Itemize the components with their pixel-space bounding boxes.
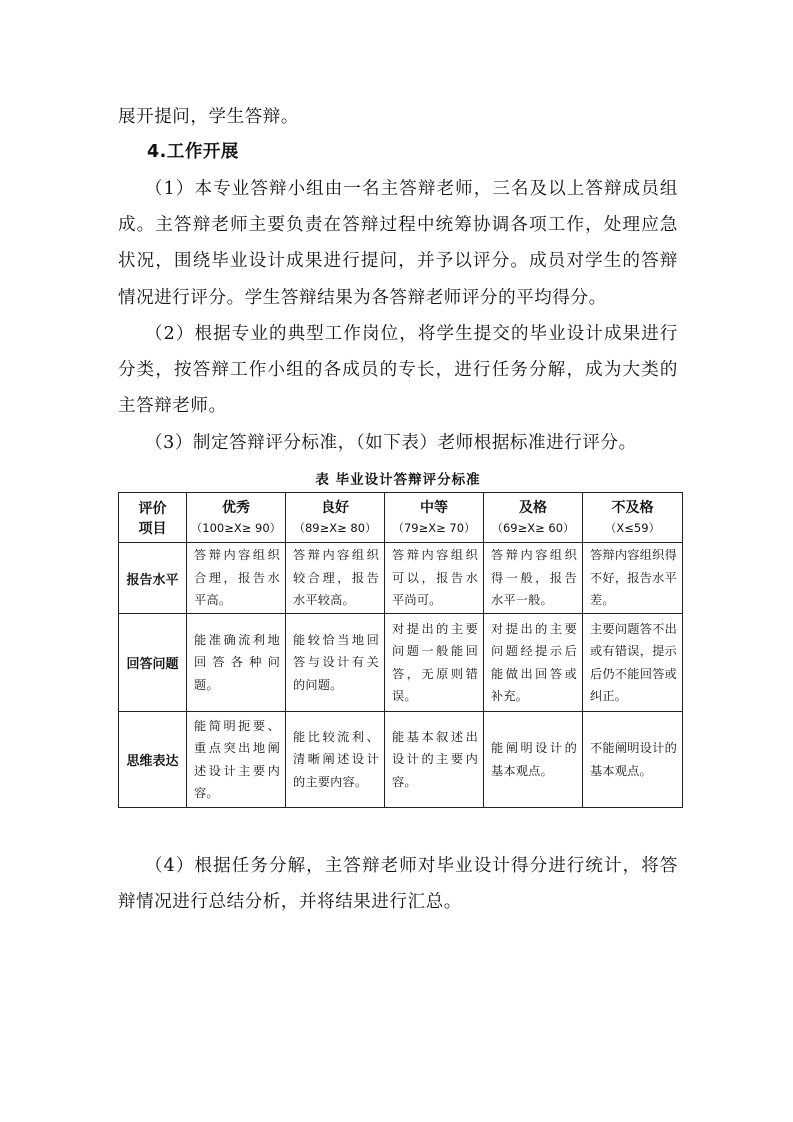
paragraph-3: （3）制定答辩评分标准，（如下表）老师根据标准进行评分。 [145, 433, 637, 453]
corner-label-line2: 项目 [138, 521, 167, 537]
column-label: 优秀 [222, 500, 250, 516]
table-cell: 答辩内容组织较合理，报告水平较高。 [286, 543, 385, 614]
header-cell-good [286, 493, 385, 543]
table-cell: 对提出的主要问题一般能回答，无原则错误。 [385, 614, 484, 712]
table-row-report-level [119, 543, 683, 614]
column-range: （89≥X≥ 80） [293, 521, 377, 535]
table-row-thinking-expression [119, 712, 683, 808]
grading-standards-table [118, 492, 683, 808]
corner-label-line1: 评价 [138, 501, 167, 517]
paragraph-2: （2）根据专业的典型工作岗位，将学生提交的毕业设计成果进行分类，按答辩工作小组的各成员的专长，进行任务分解，成为大类的主答辩老师。 [118, 324, 678, 417]
header-cell-pass [484, 493, 583, 543]
column-label: 中等 [420, 500, 448, 516]
row-label: 思维表达 [119, 712, 187, 808]
column-range: （100≥X≥ 90） [190, 521, 282, 535]
column-range: （69≥X≥ 60） [491, 521, 575, 535]
header-cell-fail [583, 493, 683, 543]
section-heading: 4.工作开展 [147, 142, 239, 162]
row-label: 回答问题 [119, 614, 187, 712]
table-cell: 答辩内容组织得一般，报告水平一般。 [484, 543, 583, 614]
table-cell: 对提出的主要问题经提示后能做出回答或补充。 [484, 614, 583, 712]
header-cell-excellent [187, 493, 286, 543]
table-cell: 能较恰当地回答与设计有关的问题。 [286, 614, 385, 712]
table-header-row [119, 493, 683, 543]
paragraph-1: （1）本专业答辩小组由一名主答辩老师，三名及以上答辩成员组成。主答辩老师主要负责在答辩过程中统筹协调各项工作，处理应急状况，围绕毕业设计成果进行提问，并予以评分。成员对学生的答辩情况进行评分。学生答辩结果为各答辩老师评分的平均得分。 [118, 179, 678, 308]
header-cell-average [385, 493, 484, 543]
table-cell: 能比较流利、清晰阐述设计的主要内容。 [286, 712, 385, 808]
column-label: 不及格 [611, 500, 654, 516]
table-cell: 能基本叙述出设计的主要内容。 [385, 712, 484, 808]
column-range: （79≥X≥ 70） [392, 521, 476, 535]
header-corner-cell [119, 493, 187, 543]
table-cell: 主要问题答不出或有错误，提示后仍不能回答或纠正。 [583, 614, 683, 712]
table-cell: 能简明扼要、重点突出地阐述设计主要内容。 [187, 712, 286, 808]
table-cell: 答辩内容组织合理，报告水平高。 [187, 543, 286, 614]
table-cell: 能阐明设计的基本观点。 [484, 712, 583, 808]
paragraph-4: （4）根据任务分解，主答辩老师对毕业设计得分进行统计，将答辩情况进行总结分析，并将结果进行汇总。 [118, 856, 678, 913]
table-cell: 能准确流利地回答各种问题。 [187, 614, 286, 712]
table-cell: 答辩内容组织可以，报告水平尚可。 [385, 543, 484, 614]
column-label: 良好 [321, 500, 349, 516]
paragraph-continuation: 展开提问，学生答辩。 [118, 107, 299, 127]
table-cell: 答辩内容组织得不好，报告水平差。 [583, 543, 683, 614]
column-range: （X≤59） [604, 521, 661, 535]
table-cell: 不能阐明设计的基本观点。 [583, 712, 683, 808]
table-row-answer-questions [119, 614, 683, 712]
row-label: 报告水平 [119, 543, 187, 614]
column-label: 及格 [519, 500, 547, 516]
table-caption: 表 毕业设计答辩评分标准 [315, 472, 481, 488]
